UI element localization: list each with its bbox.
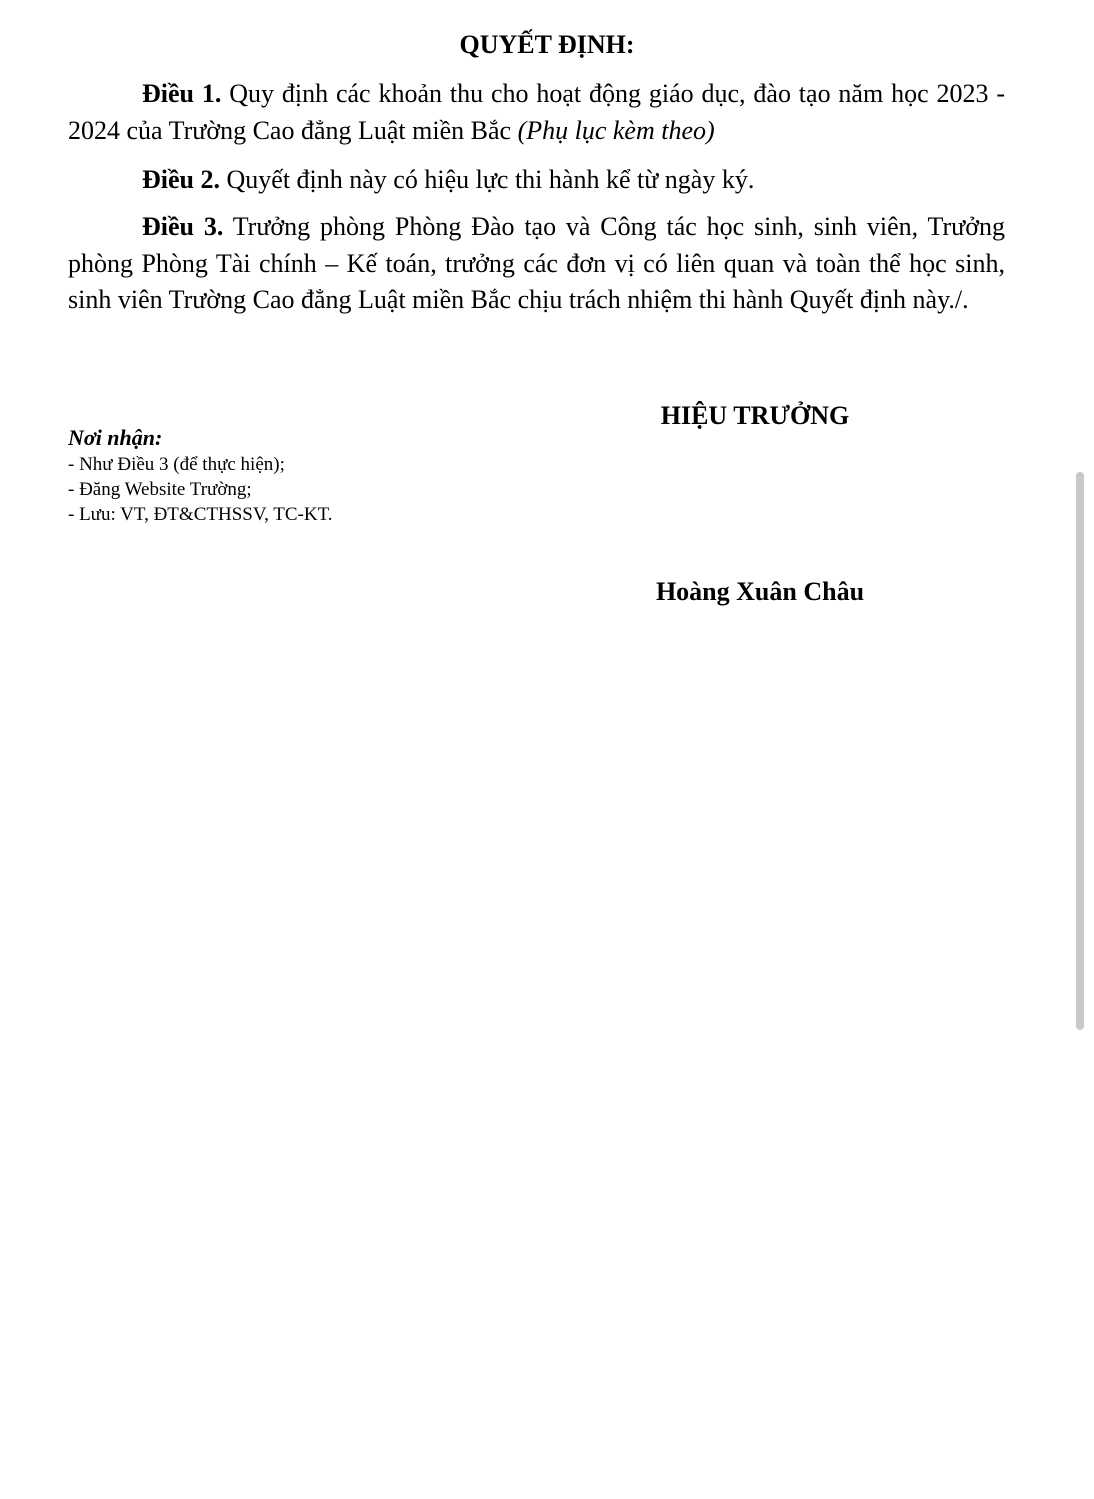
article-3-text: Trưởng phòng Phòng Đào tạo và Công tác học sinh, sinh viên, Trưởng phòng Phòng Tài chính – Kế toán, trưởng các đơn vị có liên quan và toàn thể học sinh, sinh viên Trường Cao đẳng Luật miền Bắc chịu trách nhiệm thi hành Quyết định này./. <box>68 212 1005 314</box>
article-2 <box>68 162 1005 199</box>
document-title: QUYẾT ĐỊNH: <box>459 30 635 59</box>
article-2-text: Quyết định này có hiệu lực thi hành kể từ ngày ký. <box>220 165 755 194</box>
article-1-text: Quy định các khoản thu cho hoạt động giáo dục, đào tạo năm học 2023 - 2024 của Trường Cao đẳng Luật miền Bắc <box>68 79 1005 145</box>
article-1 <box>68 76 1005 149</box>
article-3 <box>68 209 1005 319</box>
recipient-item: - Đăng Website Trường; <box>68 479 252 500</box>
signer-name: Hoàng Xuân Châu <box>655 577 865 606</box>
article-1-appendix-note: (Phụ lục kèm theo) <box>517 115 715 145</box>
recipient-item: - Lưu: VT, ĐT&CTHSSV, TC-KT. <box>68 504 333 525</box>
article-3-label: Điều 3. <box>142 212 224 241</box>
article-2-label: Điều 2. <box>142 165 220 194</box>
signature-title: HIỆU TRƯỞNG <box>660 401 850 430</box>
recipients-list <box>68 452 568 527</box>
article-1-label: Điều 1. <box>142 79 222 108</box>
vertical-scrollbar[interactable] <box>1076 472 1084 1030</box>
recipient-item: - Như Điều 3 (để thực hiện); <box>68 454 285 475</box>
recipients-block <box>68 424 568 527</box>
recipients-heading: Nơi nhận: <box>68 425 163 450</box>
